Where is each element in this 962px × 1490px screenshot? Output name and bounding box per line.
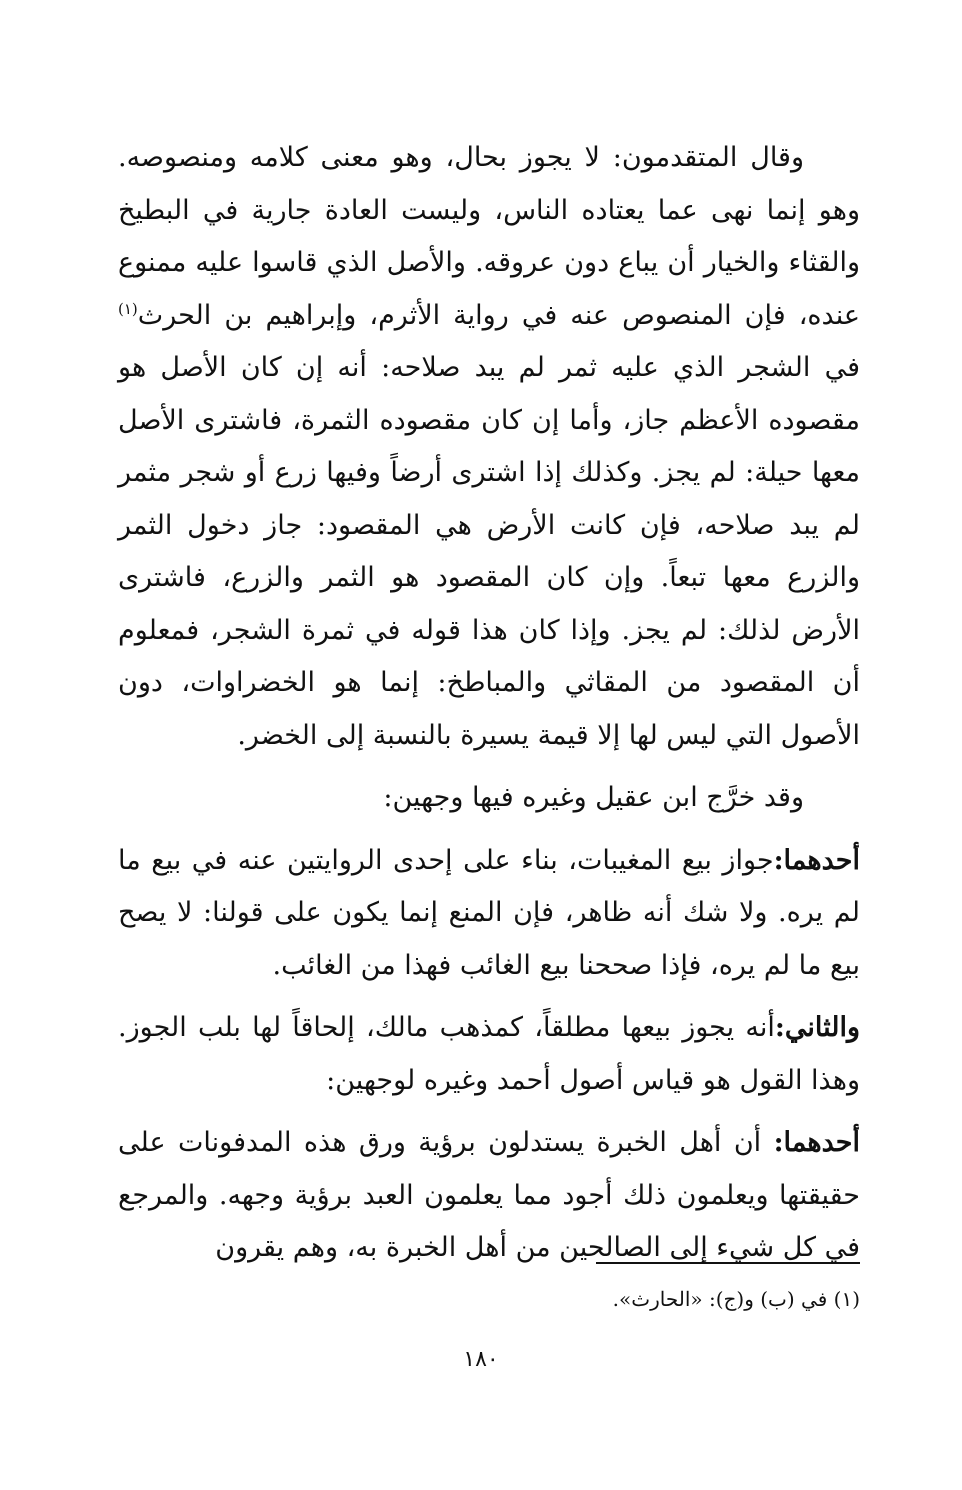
- paragraph-2: [118, 772, 860, 825]
- footnote: [480, 1284, 860, 1314]
- paragraph-2-text: وقد خرَّج ابن عقيل وغيره فيها وجهين:: [383, 782, 804, 813]
- paragraph-1-name: الحرث: [137, 299, 212, 331]
- paragraph-3-term: أحدهما:: [773, 844, 860, 876]
- paragraph-1-continuation: في الشجر الذي عليه ثمر لم يبد صلاحه: أنه إن كان الأصل هو مقصوده الأعظم جاز، وأما إن كان مقصوده الثمرة، فاشترى الأصل معها حيلة: لم يجز. وكذلك إذا اشترى أرضاً وفيها زرع أو شجر مثمر لم يبد صلاحه، فإن كانت الأرض هي المقصود: جاز دخول الثمر والزرع معها تبعاً. وإن كان المقصود هو الثمر والزرع، فاشترى الأرض لذلك: لم يجز. وإذا كان هذا قوله في ثمرة الشجر، فمعلوم أن المقصود من المقاثي والمباطخ: إنما هو الخضراوات، دون الأصول التي ليس لها إلا قيمة يسيرة بالنسبة إلى الخضر.: [118, 352, 860, 751]
- paragraph-5-text: أن أهل الخبرة يستدلون برؤية ورق هذه المدفونات على حقيقتها ويعلمون ذلك أجود مما يعلمون العبد برؤية وجهه. والمرجع في كل شيء إلى الصالحين من أهل الخبرة به، وهم يقرون: [118, 1127, 860, 1263]
- footnote-text: (١) في (ب) و(ج): «الحارث».: [612, 1287, 860, 1311]
- paragraph-4-term: والثاني:: [774, 1012, 860, 1043]
- paragraph-4: [118, 1002, 860, 1107]
- paragraph-3-text: جواز بيع المغيبات، بناء على إحدى الروايتين عنه في بيع ما لم يره. ولا شك أنه ظاهر، فإن المنع إنما يكون على قولنا: لا يصح بيع ما لم يره، فإذا صححنا بيع الغائب فهذا من الغائب.: [118, 844, 860, 981]
- paragraph-3: [118, 835, 860, 993]
- paragraph-1-text: وقال المتقدمون: لا يجوز بحال، وهو معنى كلامه ومنصوصه. وهو إنما نهى عما يعتاده الناس، وليست العادة جارية في البطيخ والقثاء والخيار أن يباع دون عروقه. والأصل الذي قاسوا عليه ممنوع عنده، فإن المنصوص عنه في رواية الأثرم، وإبراهيم بن: [118, 142, 860, 331]
- paragraph-5-term: أحدهما:: [773, 1127, 860, 1158]
- footnote-divider: [596, 1262, 860, 1264]
- paragraph-4-text: أنه يجوز بيعها مطلقاً، كمذهب مالك، إلحاقاً لها بلب الجوز. وهذا القول هو قياس أصول أحمد وغيره لوجهين:: [118, 1012, 860, 1096]
- paragraph-5: [118, 1117, 860, 1275]
- page-number: ١٨٠: [463, 1347, 499, 1372]
- main-text: [118, 132, 860, 1275]
- footnote-marker: (١): [118, 299, 138, 318]
- paragraph-1: [118, 132, 860, 762]
